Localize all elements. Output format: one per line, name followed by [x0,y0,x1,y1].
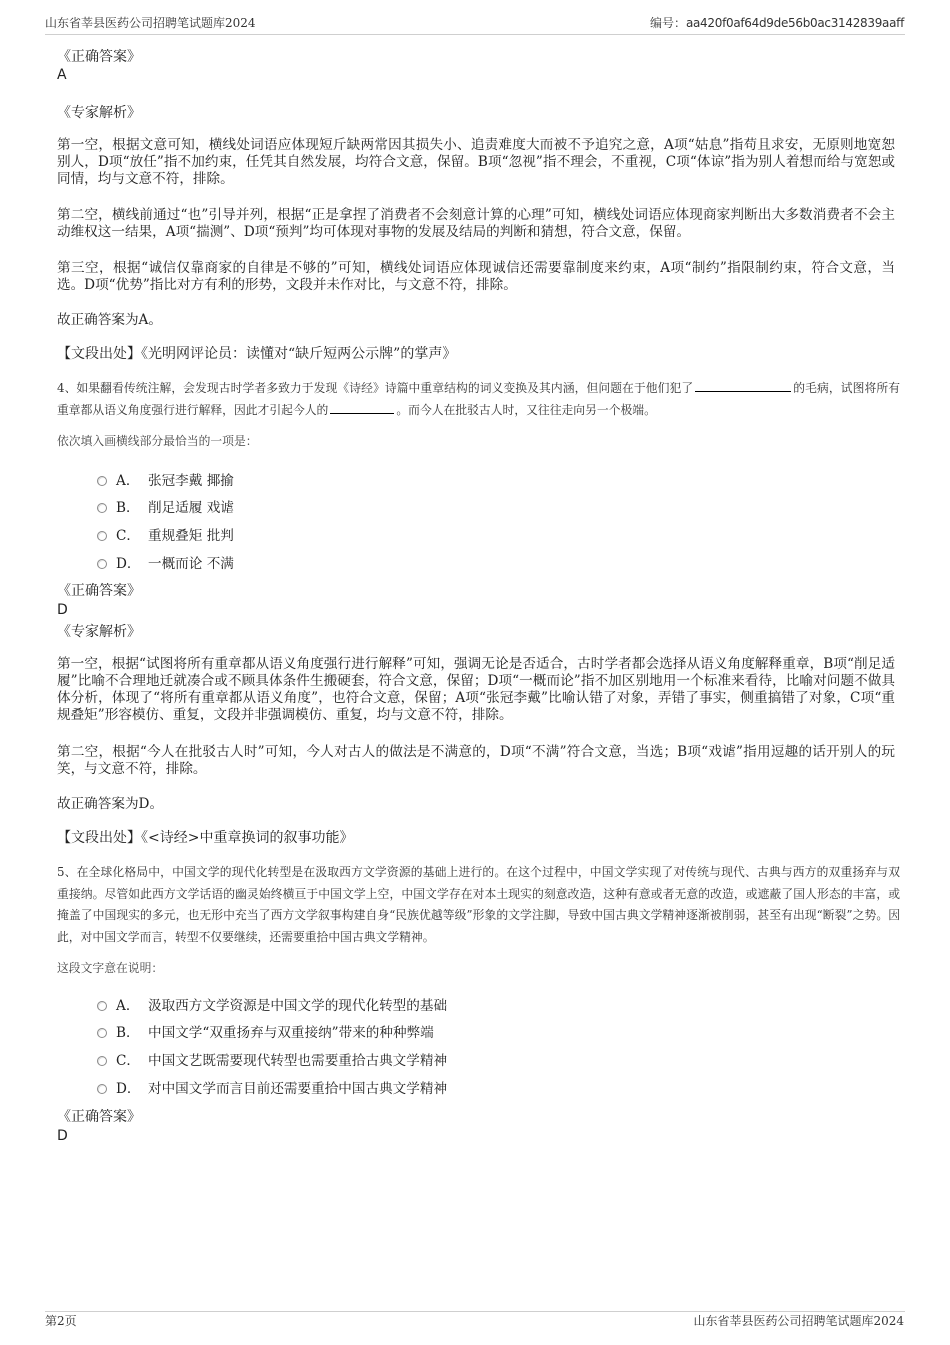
header-divider [45,34,905,35]
option-letter: A． [116,473,140,489]
q4-stem-part2: 的毛病，试图将所有重章都从语义角度强行进行解释，因此才引起今人的 [57,381,900,417]
q5-prompt: 这段文字意在说明： [57,961,164,975]
q4-option-c[interactable] [97,524,234,544]
q4-stem [57,378,900,421]
q5-option-a[interactable] [97,994,447,1014]
q3-conclusion: 故正确答案为A。 [57,312,162,328]
q4-answer-label: 《正确答案》 [57,583,141,599]
q4-blank-2 [330,401,394,414]
option-letter: C． [116,1053,140,1069]
option-letter: B． [116,500,140,516]
option-letter: B． [116,1025,140,1041]
q4-analysis-label: 《专家解析》 [57,624,141,640]
q3-source: 【文段出处】《光明网评论员：读懂对“缺斤短两公示牌”的掌声》 [57,346,457,362]
radio-icon[interactable] [97,476,107,486]
radio-icon[interactable] [97,503,107,513]
option-text: 削足适履 戏谑 [148,500,234,516]
q5-stem: 5、在全球化格局中，中国文学的现代化转型是在汲取西方文学资源的基础上进行的。在这个过程中，中国文学实现了对传统与现代、古典与西方的双重扬弃与双重接纳。尽管如此西方文学话语的幽灵始终横亘于中国文学上空，中国文学存在对本土现实的刻意改造，这种有意或者无意的改造，或遮蔽了国人形态的丰富，或掩盖了中国现实的多元，也无形中充当了西方文学叙事构建自身“民族优越等级”形象的文学注脚，导致中国古典文学精神逐渐被削弱，甚至有出现“断裂”之势。因此，对中国文学而言，转型不仅要继续，还需要重拾中国古典文学精神。 [57,865,900,944]
q4-stem-part3: 。而今人在批驳古人时，又往往走向另一个极端。 [396,402,656,417]
q4-analysis-paragraph-2: 第二空，根据“今人在批驳古人时”可知，今人对古人的做法是不满意的，D项“不满”符合文意，当选；B项“戏谑”指用逗趣的话开别人的玩笑，与文意不符，排除。 [57,744,895,777]
option-text: 中国文艺既需要现代转型也需要重拾古典文学精神 [148,1053,448,1069]
q4-prompt: 依次填入画横线部分最恰当的一项是： [57,434,258,448]
option-text: 重规叠矩 批判 [148,528,234,544]
option-text: 对中国文学而言目前还需要重拾中国古典文学精神 [148,1081,448,1097]
q4-option-b[interactable] [97,496,234,516]
q5-option-b[interactable] [97,1021,434,1041]
option-letter: D． [116,1081,141,1097]
option-text: 中国文学“双重扬弃与双重接纳”带来的种种弊端 [148,1025,434,1041]
footer-title: 山东省莘县医药公司招聘笔试题库2024 [693,1314,904,1328]
radio-icon[interactable] [97,531,107,541]
option-letter: C． [116,528,140,544]
radio-icon[interactable] [97,559,107,569]
header-title: 山东省莘县医药公司招聘笔试题库2024 [45,16,256,30]
radio-icon[interactable] [97,1001,107,1011]
q3-analysis-paragraph-2: 第二空，横线前通过“也”引导并列，根据“正是拿捏了消费者不会刻意计算的心理”可知，横线处词语应体现商家判断出大多数消费者不会主动维权这一结果，A项“揣测”、D项“预判”均可体现对事物的发展及结局的判断和猜想，符合文意，保留。 [57,207,895,240]
q4-option-d[interactable] [97,552,234,572]
q4-answer: D [57,602,68,618]
q3-analysis-label: 《专家解析》 [57,105,141,121]
option-text: 汲取西方文学资源是中国文学的现代化转型的基础 [148,998,448,1014]
footer-divider [45,1311,905,1312]
q5-option-c[interactable] [97,1049,447,1069]
option-letter: D． [116,556,141,572]
page-number: 第2页 [45,1314,77,1328]
document-serial [650,15,904,31]
q3-analysis-paragraph-3: 第三空，根据“诚信仅靠商家的自律是不够的”可知，横线处词语应体现诚信还需要靠制度来约束，A项“制约”指限制约束，符合文意，当选。D项“优势”指比对方有利的形势，文段并未作对比，与文意不符，排除。 [57,260,895,293]
serial-label: 编号： [649,16,686,30]
option-letter: A． [116,998,140,1014]
radio-icon[interactable] [97,1084,107,1094]
q4-option-a[interactable] [97,469,234,489]
q3-answer-label: 《正确答案》 [57,49,141,65]
radio-icon[interactable] [97,1028,107,1038]
q4-source: 【文段出处】《<诗经>中重章换词的叙事功能》 [57,830,354,846]
q4-analysis-paragraph-1: 第一空，根据“试图将所有重章都从语义角度强行进行解释”可知，强调无论是否适合，古时学者都会选择从语义角度解释重章，B项“削足适履”比喻不合理地迁就凑合或不顾具体条件生搬硬套，符合文意，保留；D项“一概而论”指不加区别地用一个标准来看待，比喻对问题不做具体分析，体现了“将所有重章都从语义角度”，也符合文意，保留；A项“张冠李戴”比喻认错了对象，弄错了事实，侧重搞错了对象，C项“重规叠矩”形容模仿、重复，文段并非强调模仿、重复，均与文意不符，排除。 [57,656,895,723]
q4-conclusion: 故正确答案为D。 [57,796,164,812]
radio-icon[interactable] [97,1056,107,1066]
q3-analysis-paragraph-1: 第一空，根据文意可知，横线处词语应体现短斤缺两常因其损失小、追责难度大而被不予追究之意，A项“姑息”指苟且求安，无原则地宽恕别人，D项“放任”指不加约束，任凭其自然发展，均符合文意，保留。B项“忽视”指不理会，不重视，C项“体谅”指为别人着想而给与宽恕或同情，均与文意不符，排除。 [57,137,895,187]
q4-stem-part1: 4、如果翻看传统注解，会发现古时学者多致力于发现《诗经》诗篇中重章结构的词义变换及其内涵，但问题在于他们犯了 [57,381,694,395]
option-text: 一概而论 不满 [148,556,234,572]
q5-answer-label: 《正确答案》 [57,1109,141,1125]
q3-answer: A [57,67,67,83]
q5-answer: D [57,1128,68,1144]
serial-value: aa420f0af64d9de56b0ac3142839aaff [685,16,904,30]
q4-blank-1 [695,379,791,392]
q5-option-d[interactable] [97,1077,447,1097]
option-text: 张冠李戴 揶揄 [148,473,234,489]
